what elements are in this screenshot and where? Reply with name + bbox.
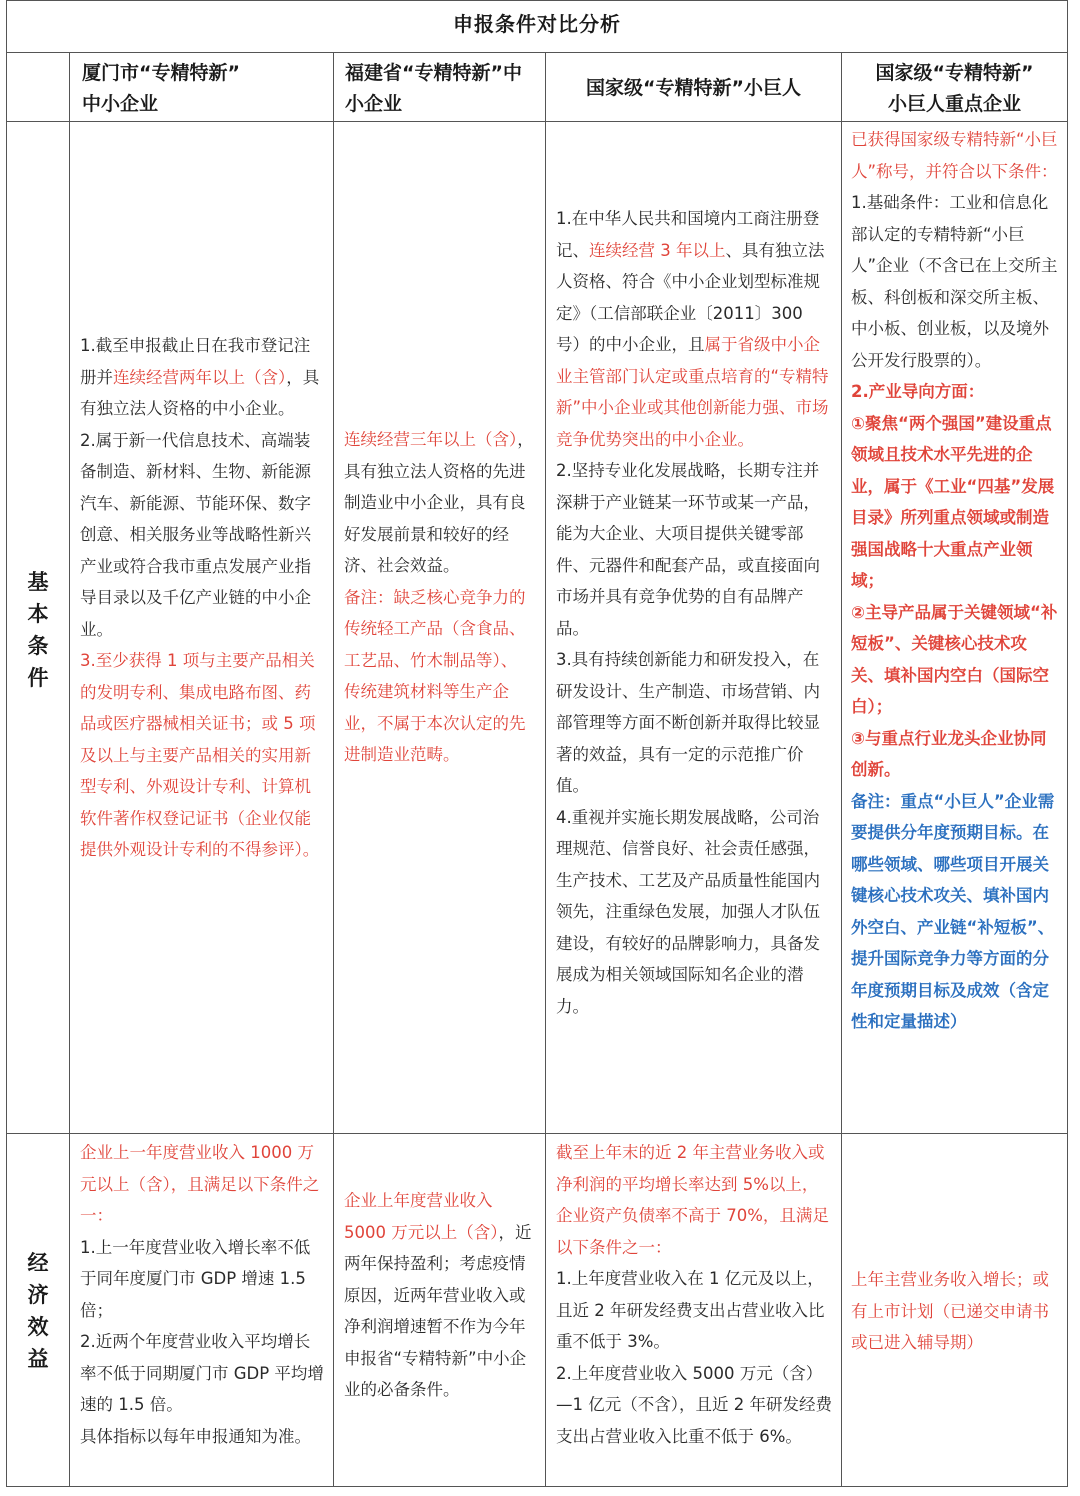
row-label-econ [6,1247,70,1375]
cell-paragraph [344,1185,536,1406]
cell-paragraph: 2.近两个年度营业收入平均增长率不低于同期厦门市 GDP 平均增速的 1.5 倍。 [80,1332,324,1414]
text-run: 、具有独立法人资格、符合《中小企业划型标准规定》（工信部联企业〔2011〕300 号）的中小企业，且 [556,240,825,354]
text-run: ，近两年保持盈利；考虑疫情原因，近两年营业收入或净利润增速暂不作为今年申报省“专精特新”中小企业的必备条件。 [344,1222,532,1399]
header-fujian-line2: 小企业 [345,93,403,115]
cell-paragraph [556,203,832,455]
cell-item-red: ①聚焦“两个强国”建设重点领域且技术水平先进的企业，属于《工业“四基”发展目录》所列重点领域或制造强国战略十大重点产业领域； [851,413,1055,590]
cell-paragraph: 2.坚持专业化发展战略，长期专注并深耕于产业链某一环节或某一产品，能为大企业、大项目提供关键零部件、元器件和配套产品，或直接面向市场并具有竞争优势的自有品牌产品。 [556,461,820,638]
cell-intro-red: 截至上年末的近 2 年主营业务收入或净利润的平均增长率达到 5%以上，企业资产负债率不高于 70%，且满足以下条件之一： [556,1143,829,1257]
text-run-red: 连续经营 3 年以上 [589,240,726,260]
row-label-basic-char: 本 [27,602,49,626]
text-run-red: 连续经营两年以上（含） [113,367,287,387]
header-xiamen-line1: 厦门市“专精特新” [82,62,240,84]
cell-basic-xiamen [80,330,325,866]
border-right [1067,0,1068,1487]
row-label-econ-char: 经 [27,1251,49,1275]
cell-paragraph: 3.具有持续创新能力和研发投入，在研发设计、生产制造、市场营销、内部管理等方面不断创新并取得比较显著的效益，具有一定的示范推广价值。 [556,650,820,795]
cell-note-blue: 备注：重点“小巨人”企业需要提供分年度预期目标。在哪些领域、哪些项目开展关键核心技术攻关、填补国内外空白、产业链“补短板”、提升国际竞争力等方面的分年度预期目标及成效（含定性和定量描述） [851,791,1055,1031]
cell-econ-xiamen [80,1137,325,1452]
cell-heading-red: 2.产业导向方面： [851,382,985,401]
header-fujian [345,58,540,120]
header-key-line1: 国家级“专精特新” [875,62,1034,84]
row-label-econ-char: 益 [27,1347,49,1371]
cell-paragraph-red: 上年主营业务收入增长；或有上市计划（已递交申请书或已进入辅导期） [851,1270,1049,1352]
cell-econ-fujian [344,1185,536,1406]
text-run: ，具有独立法人资格的先进制造业中小企业，具有良好发展前景和较好的经济、社会效益。 [344,430,534,575]
cell-paragraph: 2.属于新一代信息技术、高端装备制造、新材料、生物、新能源汽车、新能源、节能环保、数字创意、相关服务业等战略性新兴产业或符合我市重点发展产业指导目录以及千亿产业链的中小企业。 [80,430,311,639]
cell-note-red: 备注：缺乏核心竞争力的传统轻工产品（含食品、工艺品、竹木制品等）、 传统建筑材料等生产企业，不属于本次认定的先进制造业范畴。 [344,587,526,764]
border-top [6,0,1068,1]
col-divider-2 [333,52,334,1487]
header-fujian-line1: 福建省“专精特新”中 [345,62,522,84]
border-bottom [6,1486,1068,1487]
row-label-basic-char: 条 [27,634,49,658]
cell-item-red: ③与重点行业龙头企业协同创新。 [851,728,1047,779]
cell-paragraph: 1.上年度营业收入在 1 亿元及以上，且近 2 年研发经费支出占营业收入比重不低于 3%。 [556,1269,825,1351]
col-divider-3 [545,52,546,1487]
header-xiamen-line2: 中小企业 [82,93,159,115]
header-key [842,58,1067,120]
row-label-basic [6,566,70,694]
text-run: ，具有独立法人资格的中小企业。 [80,367,320,418]
text-run-red: 属于省级中小企业主管部门认定或重点培育的“专精特新”中小企业或其他创新能力强、市场竞争优势突出的中小企业。 [556,335,829,449]
cell-intro-red: 企业上一年度营业收入 1000 万元以上（含），且满足以下条件之一： [80,1143,320,1225]
cell-paragraph: 具体指标以每年申报通知为准。 [80,1426,311,1446]
text-run-red: 企业上年度营业收入 5000 万元以上（含） [344,1191,499,1242]
text-run: 1.截至申报截止日在我市登记注册并 [80,336,311,387]
cell-econ-key [851,1264,1059,1359]
cell-paragraph: 2.上年度营业收入 5000 万元（含）—1 亿元（不含），且近 2 年研发经费支出占营业收入比重不低于 6%。 [556,1363,832,1446]
header-national: 国家级“专精特新”小巨人 [586,77,801,99]
cell-paragraph: 1.上一年度营业收入增长率不低于同年度厦门市 GDP 增速 1.5 倍； [80,1237,311,1320]
row-label-econ-char: 效 [27,1315,49,1339]
cell-paragraph-red: 3.至少获得 1 项与主要产品相关的发明专利、集成电路布图、药品或医疗器械相关证书；或 5 项及以上与主要产品相关的实用新型专利、外观设计专利、计算机软件著作权登记证书（企业仅能提供外观设计专利的不得参评）。 [80,651,320,859]
page-title: 申报条件对比分析 [453,12,621,36]
border-row1-bottom [6,1133,1068,1134]
cell-paragraph [80,330,325,425]
row-label-basic-char: 件 [27,666,49,690]
cell-item-red: ②主导产品属于关键领域“补短板”、关键核心技术攻关、填补国内空白（国际空白）； [851,602,1058,716]
cell-paragraph [344,424,536,582]
cell-econ-national [556,1137,832,1452]
row-label-econ-char: 济 [27,1283,49,1307]
row-label-basic-char: 基 [27,570,49,594]
border-title-bottom [6,52,1068,53]
col-divider-4 [841,52,842,1487]
cell-basic-national [556,203,832,1022]
text-run-red: 连续经营三年以上（含） [344,430,518,449]
header-xiamen [82,58,327,120]
cell-intro-red: 已获得国家级专精特新“小巨人”称号，并符合以下条件： [851,130,1058,181]
cell-basic-fujian [344,424,536,771]
border-header-bottom [6,121,1068,122]
cell-paragraph: 1.基础条件：工业和信息化部认定的专精特新“小巨人”企业（不含已在上交所主板、科创板和深交所主板、中小板、创业板，以及境外公开发行股票的）。 [851,193,1058,370]
text-run: 1.在中华人民共和国境内工商注册登记、 [556,209,820,260]
cell-basic-key [851,124,1059,1038]
header-key-line2: 小巨人重点企业 [887,93,1021,115]
cell-paragraph: 4.重视并实施长期发展战略，公司治理规范、信誉良好、社会责任感强，生产技术、工艺及产品质量性能国内领先，注重绿色发展，加强人才队伍建设，有较好的品牌影响力，具备发展成为相关领域国际知名企业的潜力。 [556,807,820,1016]
